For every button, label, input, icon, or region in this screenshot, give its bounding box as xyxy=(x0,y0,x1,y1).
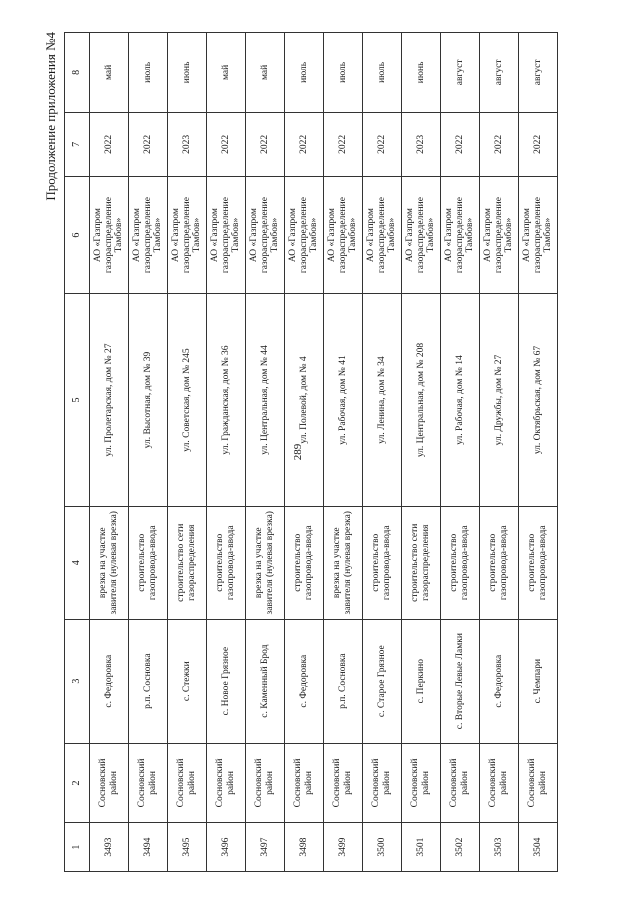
work-type-cell: строительство газопровода-ввода xyxy=(363,506,402,619)
work-type-cell: строительство газопровода-ввода xyxy=(519,506,558,619)
table-row xyxy=(285,33,324,872)
address-cell: ул. Октябрьская, дом № 67 xyxy=(519,294,558,507)
settlement-cell: с. Федоровка xyxy=(480,619,519,743)
organization-cell: АО «Газпром газораспределение Тамбов» xyxy=(90,176,129,293)
district-cell: Сосновский район xyxy=(246,743,285,823)
table-row xyxy=(246,33,285,872)
settlement-cell: с. Чемпари xyxy=(519,619,558,743)
settlement-cell: с. Вторые Левые Ламки xyxy=(441,619,480,743)
month-cell: август xyxy=(480,33,519,113)
month-cell: июль xyxy=(285,33,324,113)
organization-cell: АО «Газпром газораспределение Тамбов» xyxy=(207,176,246,293)
table-row xyxy=(480,33,519,872)
settlement-cell: р.п. Сосновка xyxy=(324,619,363,743)
work-type-cell: строительство сети газораспределения xyxy=(168,506,207,619)
work-type-cell: врезка на участке завителя (нулевая врезка) xyxy=(324,506,363,619)
district-cell: Сосновский район xyxy=(168,743,207,823)
column-header: 8 xyxy=(65,33,90,113)
address-cell: ул. Пролетарская, дом № 27 xyxy=(90,294,129,507)
table-row xyxy=(168,33,207,872)
address-cell: ул. Дружбы, дом № 27 xyxy=(480,294,519,507)
row-number-cell: 3493 xyxy=(90,823,129,872)
page-number: 289 xyxy=(292,443,304,461)
district-cell: Сосновский район xyxy=(519,743,558,823)
organization-cell: АО «Газпром газораспределение Тамбов» xyxy=(480,176,519,293)
table-row xyxy=(324,33,363,872)
year-cell: 2022 xyxy=(207,112,246,176)
work-type-cell: строительство газопровода-ввода xyxy=(129,506,168,619)
work-type-cell: строительство газопровода-ввода xyxy=(441,506,480,619)
table-row xyxy=(129,33,168,872)
organization-cell: АО «Газпром газораспределение Тамбов» xyxy=(519,176,558,293)
month-cell: май xyxy=(90,33,129,113)
year-cell: 2022 xyxy=(324,112,363,176)
settlement-cell: с. Перкино xyxy=(402,619,441,743)
row-number-cell: 3496 xyxy=(207,823,246,872)
row-number-cell: 3499 xyxy=(324,823,363,872)
month-cell: июль xyxy=(129,33,168,113)
settlement-cell: с. Старое Грязное xyxy=(363,619,402,743)
year-cell: 2022 xyxy=(441,112,480,176)
organization-cell: АО «Газпром газораспределение Тамбов» xyxy=(441,176,480,293)
row-number-cell: 3501 xyxy=(402,823,441,872)
row-number-cell: 3497 xyxy=(246,823,285,872)
organization-cell: АО «Газпром газораспределение Тамбов» xyxy=(363,176,402,293)
settlement-cell: с. Федоровка xyxy=(90,619,129,743)
table-row xyxy=(402,33,441,872)
settlement-cell: с. Каменный Брод xyxy=(246,619,285,743)
district-cell: Сосновский район xyxy=(363,743,402,823)
organization-cell: АО «Газпром газораспределение Тамбов» xyxy=(324,176,363,293)
district-cell: Сосновский район xyxy=(480,743,519,823)
district-cell: Сосновский район xyxy=(285,743,324,823)
year-cell: 2022 xyxy=(129,112,168,176)
year-cell: 2022 xyxy=(480,112,519,176)
district-cell: Сосновский район xyxy=(90,743,129,823)
address-cell: ул. Ленина, дом № 34 xyxy=(363,294,402,507)
rotated-page-content xyxy=(40,32,600,872)
settlement-cell: с. Новое Грязное xyxy=(207,619,246,743)
settlement-cell: с. Федоровка xyxy=(285,619,324,743)
row-number-cell: 3498 xyxy=(285,823,324,872)
row-number-cell: 3500 xyxy=(363,823,402,872)
row-number-cell: 3504 xyxy=(519,823,558,872)
row-number-cell: 3503 xyxy=(480,823,519,872)
column-header: 2 xyxy=(65,743,90,823)
column-header: 7 xyxy=(65,112,90,176)
work-type-cell: строительство газопровода-ввода xyxy=(207,506,246,619)
work-type-cell: строительство газопровода-ввода xyxy=(285,506,324,619)
settlement-cell: р.п. Сосновка xyxy=(129,619,168,743)
address-cell: ул. Центральная, дом № 44 xyxy=(246,294,285,507)
column-header: 3 xyxy=(65,619,90,743)
address-cell: ул. Советская, дом № 245 xyxy=(168,294,207,507)
district-cell: Сосновский район xyxy=(402,743,441,823)
organization-cell: АО «Газпром газораспределение Тамбов» xyxy=(129,176,168,293)
year-cell: 2022 xyxy=(90,112,129,176)
work-type-cell: врезка на участке завителя (нулевая врезка) xyxy=(90,506,129,619)
month-cell: июль xyxy=(363,33,402,113)
year-cell: 2022 xyxy=(519,112,558,176)
gasification-table xyxy=(64,32,558,872)
address-cell: ул. Гражданская, дом № 36 xyxy=(207,294,246,507)
address-cell: ул. Рабочая, дом № 14 xyxy=(441,294,480,507)
organization-cell: АО «Газпром газораспределение Тамбов» xyxy=(285,176,324,293)
column-header: 4 xyxy=(65,506,90,619)
month-cell: июль xyxy=(324,33,363,113)
month-cell: июнь xyxy=(168,33,207,113)
table-row xyxy=(207,33,246,872)
organization-cell: АО «Газпром газораспределение Тамбов» xyxy=(246,176,285,293)
month-cell: май xyxy=(246,33,285,113)
month-cell: август xyxy=(441,33,480,113)
appendix-caption: Продолжение приложения №4 xyxy=(43,32,58,201)
work-type-cell: строительство газопровода-ввода xyxy=(480,506,519,619)
year-cell: 2023 xyxy=(168,112,207,176)
district-cell: Сосновский район xyxy=(129,743,168,823)
month-cell: август xyxy=(519,33,558,113)
organization-cell: АО «Газпром газораспределение Тамбов» xyxy=(168,176,207,293)
work-type-cell: строительство сети газораспределения xyxy=(402,506,441,619)
address-cell: ул. Рабочая, дом № 41 xyxy=(324,294,363,507)
district-cell: Сосновский район xyxy=(207,743,246,823)
table-row xyxy=(90,33,129,872)
address-cell: ул. Центральная, дом № 208 xyxy=(402,294,441,507)
year-cell: 2022 xyxy=(285,112,324,176)
month-cell: май xyxy=(207,33,246,113)
table-row xyxy=(441,33,480,872)
table-row xyxy=(519,33,558,872)
year-cell: 2022 xyxy=(246,112,285,176)
settlement-cell: с. Стежки xyxy=(168,619,207,743)
year-cell: 2022 xyxy=(363,112,402,176)
address-cell: ул. Высотная, дом № 39 xyxy=(129,294,168,507)
table-row xyxy=(363,33,402,872)
table-body xyxy=(90,33,558,872)
district-cell: Сосновский район xyxy=(441,743,480,823)
address-cell: ул. Полевой, дом № 4 xyxy=(285,294,324,507)
column-header: 5 xyxy=(65,294,90,507)
row-number-cell: 3495 xyxy=(168,823,207,872)
district-cell: Сосновский район xyxy=(324,743,363,823)
work-type-cell: врезка на участке завителя (нулевая врезка) xyxy=(246,506,285,619)
table-header-row xyxy=(65,33,90,872)
row-number-cell: 3502 xyxy=(441,823,480,872)
month-cell: июнь xyxy=(402,33,441,113)
year-cell: 2023 xyxy=(402,112,441,176)
column-header: 1 xyxy=(65,823,90,872)
column-header: 6 xyxy=(65,176,90,293)
row-number-cell: 3494 xyxy=(129,823,168,872)
organization-cell: АО «Газпром газораспределение Тамбов» xyxy=(402,176,441,293)
